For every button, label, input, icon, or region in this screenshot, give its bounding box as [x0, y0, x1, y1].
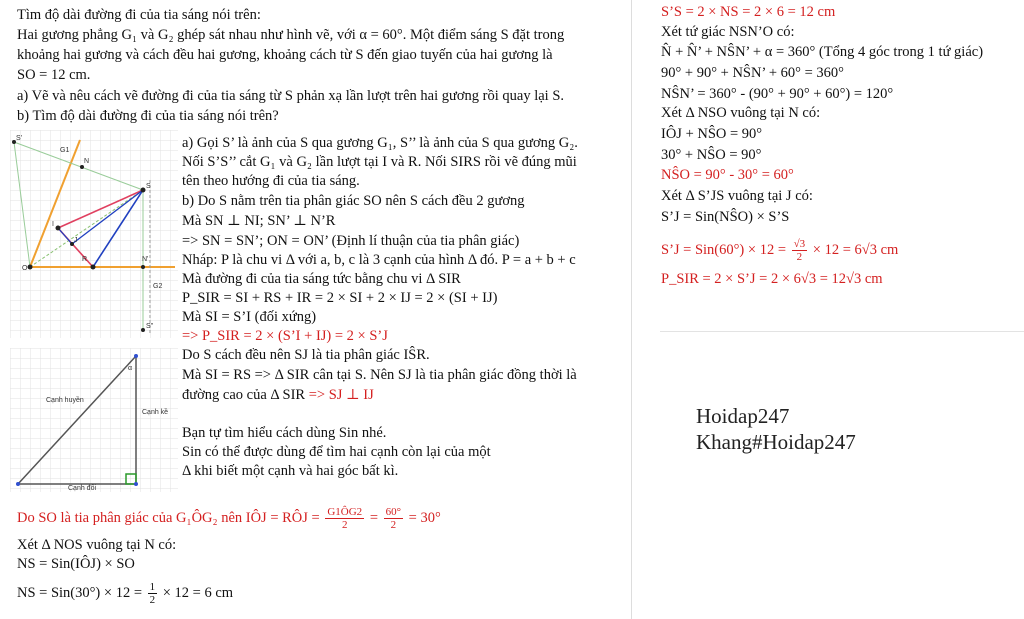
point-r — [91, 265, 96, 270]
nos-frac: $\frac{1}{2}$ — [149, 581, 156, 607]
label-n: N — [84, 158, 90, 165]
solution-line-8: Mà đường đi của tia sáng tức bằng chu vi Δ SIR — [182, 271, 461, 287]
point-i — [56, 226, 61, 231]
solution-line-5: Mà SN ⊥ NI; SN’ ⊥ N’R — [182, 213, 336, 229]
solution-line-7: Nháp: P là chu vi Δ với a, b, c là 3 cạnh của hình Δ đó. P = a + b + c — [182, 252, 576, 268]
sj-line: S’J = Sin(60°) × 12 = $\frac{√3}{2}$ × 12 = 6√3 cm — [661, 238, 899, 264]
point-s — [141, 188, 146, 193]
problem-line-2: Hai gương phẳng G₁ và G₂ ghép sát nhau như hình vẽ, với α = 60°. Một điểm sáng S đặt trong — [17, 27, 565, 43]
right-line-10: Xét Δ S’JS vuông tại J có: — [661, 188, 813, 204]
solution2-line-1: Do S cách đều nên SJ là tia phân giác IŜR. — [182, 347, 430, 363]
label-s-prime: S' — [16, 135, 23, 142]
problem-line-6: b) Tìm độ dài đường đi của tia sáng nói trên? — [17, 108, 279, 124]
right-line-1: S’S = 2 × NS = 2 × 6 = 12 cm — [661, 4, 836, 20]
nos-line-2: NS = Sin(30°) × 12 = $\frac{1}{2}$ × 12 = 6 cm — [17, 581, 234, 607]
hint-line-1: Bạn tự tìm hiểu cách dùng Sin nhé. — [182, 425, 387, 441]
label-g2: G2 — [153, 283, 163, 290]
problem-line-4: SO = 12 cm. — [17, 67, 91, 83]
label-o: O — [22, 265, 28, 272]
bisector-frac-2: $\frac{60^\circ}{2}$ — [385, 506, 402, 532]
psir-line: P_SIR = 2 × S’J = 2 × 6√3 = 12√3 cm — [661, 271, 883, 287]
solution-line-10: Mà SI = S’I (đối xứng) — [182, 309, 317, 325]
bisector-line: Do SO là tia phân giác của G₁ÔG₂ nên IÔJ = RÔJ = $\frac{G1ÔG2}{2}$ = $\frac{60^\circ}{2}$ = 30° — [17, 506, 441, 532]
solution2-line-3: đường cao của Δ SIR => SJ ⊥ IJ — [182, 387, 374, 403]
sj-frac: $\frac{√3}{2}$ — [793, 238, 806, 264]
right-separator — [660, 331, 1024, 332]
solution-line-11: => P_SIR = 2 × (S’I + IJ) = 2 × S’J — [182, 328, 388, 344]
hint-line-3: Δ khi biết một cạnh và hai góc bất kì. — [182, 463, 399, 479]
solution-line-2: Nối S’S’’ cắt G₁ và G₂ lần lượt tại I và R. Nối SIRS rồi vẽ đúng mũi — [182, 154, 577, 170]
right-line-5: NŜN’ = 360° - (90° + 90° + 60°) = 120° — [661, 86, 894, 102]
solution-line-6: => SN = SN’; ON = ON’ (Định lí thuận của tia phân giác) — [182, 233, 520, 249]
label-i: I — [52, 221, 54, 228]
point-s-double-prime — [141, 328, 145, 332]
solution2-red-part: => SJ ⊥ IJ — [308, 387, 374, 403]
problem-line-5: a) Vẽ và nêu cách vẽ đường đi của tia sáng từ S phản xạ lần lượt trên hai gương rồi quay lại S. — [17, 88, 565, 104]
right-line-3: N̂ + N̂’ + NŜN’ + α = 360° (Tổng 4 góc trong 1 tứ giác) — [661, 44, 984, 60]
nos-title: Xét Δ NOS vuông tại N có: — [17, 537, 177, 553]
point-o — [28, 265, 33, 270]
right-line-9: NŜO = 90° - 30° = 60° — [661, 167, 794, 183]
label-opposite: Cạnh đối — [68, 485, 97, 492]
solution2-line-2: Mà SI = RS => Δ SIR cân tại S. Nên SJ là tia phân giác đồng thời là — [182, 367, 577, 383]
label-j: J — [74, 237, 78, 244]
label-hypotenuse: Cạnh huyền — [46, 397, 84, 404]
bisector-prefix: Do SO là tia phân giác của G₁ÔG₂ nên IÔJ = RÔJ = — [17, 510, 320, 526]
right-line-6: Xét Δ NSO vuông tại N có: — [661, 105, 821, 121]
credit-1: Hoidap247 — [696, 404, 790, 428]
bisector-frac-1: $\frac{G1ÔG2}{2}$ — [327, 506, 363, 532]
nos-line-1: NS = Sin(IÔJ) × SO — [17, 556, 135, 572]
label-n-prime: N' — [142, 256, 149, 263]
solution-line-9: P_SIR = SI + RS + IR = 2 × SI + 2 × IJ = 2 × (SI + IJ) — [182, 290, 498, 306]
credit-2: Khang#Hoidap247 — [696, 430, 856, 454]
label-g1: G1 — [60, 147, 70, 154]
label-adjacent: Cạnh kề — [142, 409, 169, 416]
solution-line-4: b) Do S nằm trên tia phân giác SO nên S cách đều 2 gương — [182, 193, 525, 209]
solution-line-3: tên theo hướng đi của tia sáng. — [182, 173, 360, 189]
right-line-4: 90° + 90° + NŜN’ + 60° = 360° — [661, 65, 844, 81]
problem-line-3: khoảng hai gương và cách đều hai gương, khoảng cách từ S đến giao tuyến của hai gương là — [17, 47, 553, 63]
column-divider — [631, 0, 632, 619]
problem-line-1: Tìm độ dài đường đi của tia sáng nói trên: — [17, 7, 261, 23]
solution-line-1: a) Gọi S’ là ảnh của S qua gương G₁, S’’ là ảnh của S qua gương G₂. — [182, 135, 578, 151]
label-s-double-prime: S'' — [146, 323, 154, 330]
point-n-prime — [141, 265, 145, 269]
hint-line-2: Sin có thể được dùng để tìm hai cạnh còn lại của một — [182, 444, 491, 460]
right-line-7: IÔJ + NŜO = 90° — [661, 126, 763, 142]
right-line-8: 30° + NŜO = 90° — [661, 147, 762, 163]
point-n — [80, 165, 84, 169]
triangle-diagram — [10, 348, 178, 492]
right-line-2: Xét tứ giác NSN’O có: — [661, 24, 795, 40]
label-r: R — [82, 256, 88, 263]
bisector-result: = 30° — [408, 510, 441, 526]
right-line-11: S’J = Sin(NŜO) × S’S — [661, 209, 790, 225]
label-s: S — [146, 183, 151, 190]
mirror-diagram — [10, 130, 178, 338]
label-alpha: α — [128, 365, 133, 372]
